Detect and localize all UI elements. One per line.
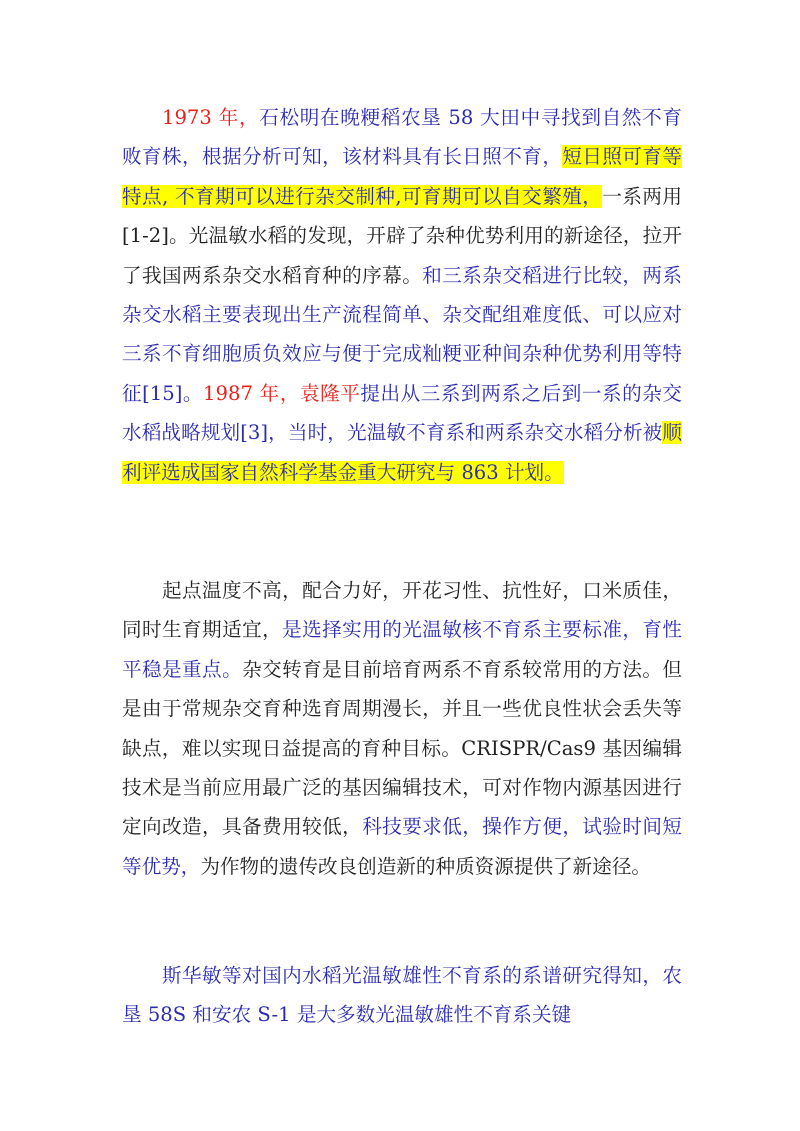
text-run: 是选择实用的光温敏核不育系主要标准，育性平稳是重点。 bbox=[122, 618, 683, 681]
text-run: 为作物的遗传改良创造新的种质资源提供了新途径。 bbox=[200, 854, 652, 878]
paragraph-2 bbox=[122, 571, 682, 886]
paragraph-3 bbox=[122, 956, 682, 1035]
paragraph-1 bbox=[122, 98, 682, 492]
text-run: 和三系杂交稻进行比较，两系杂交水稻主要表现出生产流程简单、杂交配组难度低、可以应对三系不育细胞质负效应与便于完成籼粳亚种间杂种优势利用等特征[15]。 bbox=[122, 263, 683, 405]
text-run: 一系两用[1-2]。光温敏水稻的发现，开辟了杂种优势利用的新途径，拉开了我国两系杂交水稻育种的序幕。 bbox=[122, 184, 683, 287]
text-run: 1973 年， bbox=[162, 106, 260, 129]
text-run: 提出从三系到两系之后到一系的杂交水稻战略规划[3]，当时，光温敏不育系和两系杂交水稻分析被 bbox=[122, 381, 683, 445]
text-run: 斯华敏等对国内水稻光温敏雄性不育系的系谱研究得知，农垦 58S 和安农 S-1 是大多数光温敏雄性不育系关键 bbox=[122, 964, 682, 1027]
text-run: 杂交转育是目前培育两系不育系较常用的方法。但是由于常规杂交育种选育周期漫长，并且一些优良性状会丢失等缺点，难以实现日益提高的育种目标。CRISPR/Cas9 基因编辑技术是当前应用最广泛的基因编辑技术，可对作物内源基因进行定向改造，具备费用较低， bbox=[122, 657, 683, 839]
text-run: 起点温度不高，配合力好，开花习性、抗性好，口米质佳，同时生育期适宜， bbox=[122, 579, 682, 642]
text-run: 科技要求低，操作方便，试验时间短等优势， bbox=[122, 815, 683, 878]
text-run: 1987 年，袁隆平 bbox=[203, 381, 361, 405]
text-run: 石松明在晚粳稻农垦 58 大田中寻找到自然不育败育株，根据分析可知，该材料具有长日照不育， bbox=[122, 106, 683, 169]
highlighted-text-run: 顺利评选成国家自然科学基金重大研究与 863 计划。 bbox=[122, 421, 682, 484]
highlighted-text-run: 短日照可育等特点, 不育期可以进行杂交制种,可育期可以自交繁殖， bbox=[122, 145, 683, 208]
